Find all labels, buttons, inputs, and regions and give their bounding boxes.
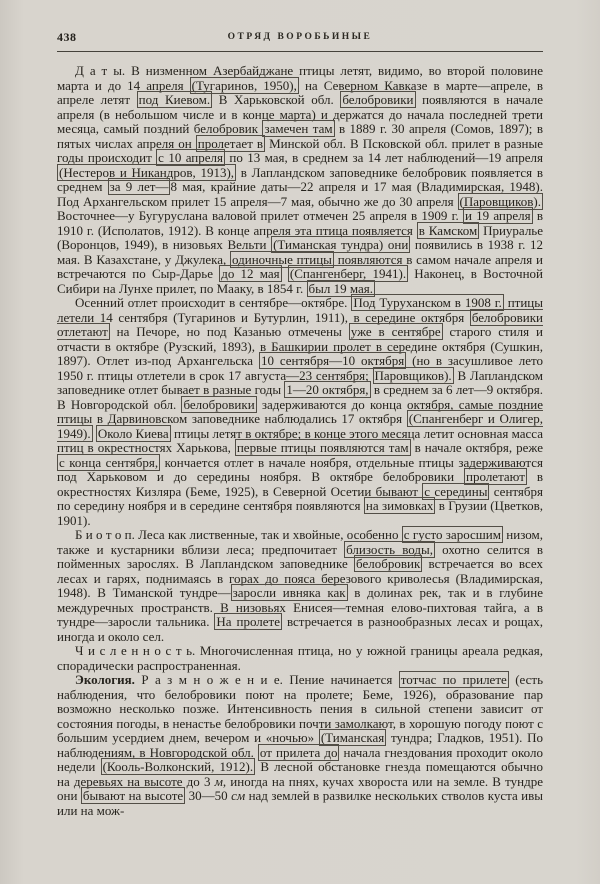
text-segment: встречается в разнообразных лесах и рощах, иногда и около сел. xyxy=(57,614,543,644)
text-segment: (но в засушливое лето 1950 г. птицы отлетели в срок 17 августа—23 сентября; xyxy=(57,353,543,383)
text-segment: Экология. xyxy=(75,672,135,687)
ocr-boxed-phrase: в Камском xyxy=(418,222,478,238)
ocr-boxed-phrase: с густо заросшим xyxy=(403,527,501,542)
ocr-boxed-phrase: (Кооль-Волконский, 1912). xyxy=(102,759,254,774)
ocr-boxed-phrase: уже в сентябре xyxy=(350,324,441,339)
ocr-boxed-phrase: 1—20 октября, xyxy=(286,382,369,397)
text-segment: сентября по середину ноября и в середине сентября появляются xyxy=(57,483,543,513)
text-segment: В Лапландском заповеднике отлет бывает в разные годы xyxy=(57,367,544,397)
paragraph-biotope xyxy=(57,528,543,644)
ocr-boxed-phrase: с конца сентября, xyxy=(59,454,159,470)
text-segment: м xyxy=(214,773,223,789)
running-title: ОТРЯД ВОРОБЬИНЫЕ xyxy=(227,32,373,42)
ocr-boxed-phrase: пролетают xyxy=(466,469,525,484)
text-segment: Восточнее—у Бугуруслана валовой прилет отмечен 25 апреля в 1909 г. xyxy=(57,208,463,223)
text-segment: , иногда на пнях, кучах хвороста или на земле. В тундре они xyxy=(57,773,543,803)
text-segment: низом, также и кустарники вблизи леса; предпочитает xyxy=(57,527,543,557)
ocr-boxed-phrase: и 19 апреля xyxy=(464,208,531,223)
text-segment: В Харьковской обл. xyxy=(212,92,341,107)
text-segment: Наконец, в Восточной Сибири на Лунхе прилет, по Мааку, в 1854 г. xyxy=(57,266,544,296)
text-segment: появляются в начале апреля (в небольшом числе и в конце марта) и держатся до начала последней трети месяца, самый поздний белобровик xyxy=(57,92,544,136)
text-segment: по 13 мая, в среднем за 14 лет наблюдений—19 апреля xyxy=(225,150,543,165)
ocr-boxed-phrase: от прилета до xyxy=(259,744,338,760)
ocr-boxed-phrase: заросли ивняка как xyxy=(232,585,346,600)
ocr-boxed-phrase: тотчас по прилете xyxy=(400,672,507,687)
paragraph-ecology-breeding xyxy=(57,673,543,818)
ocr-boxed-phrase: 10 сентября—10 октября xyxy=(260,353,405,368)
text-segment: появились в 1938 г. 12 мая. В Казахстане, у Джулека, xyxy=(57,237,543,267)
ocr-boxed-phrase: замечен там xyxy=(264,121,333,136)
text-segment: в начале октября, реже xyxy=(410,440,543,455)
text-segment: кончается отлет в начале ноября, отдельные птицы задерживаются под Харьковом и до середины ноября. В октябре белобровики xyxy=(57,454,543,484)
header-rule xyxy=(57,51,543,52)
ocr-boxed-phrase: Паровщиков). xyxy=(374,367,452,383)
page-header xyxy=(57,30,543,46)
text-segment: задерживаются до конца октября, самые поздние птицы в Дарвиновском заповеднике наблюдались 17 октября xyxy=(57,396,543,426)
paragraph-autumn-departure xyxy=(57,296,543,528)
ocr-boxed-phrase: (Тиманская тундра) они xyxy=(273,237,409,252)
text-segment: в 1889 г. 30 апреля (Сомов, 1897); в пятых числах апреля он xyxy=(57,121,543,151)
ocr-boxed-phrase: (Спангенберг, 1941). xyxy=(289,266,407,281)
paragraph-dates xyxy=(57,64,543,296)
ocr-boxed-phrase: (Тугаринов, 1950), xyxy=(191,77,297,93)
text-segment: (есть наблюдения, что белобровики поют на пролете; Беме, 1926), образование пар возможно несколько позже. Интенсивность пения в сильной степени зависит от состояния погоды, в ненастье белобровики почти замолкают, в хорошую погоду поют с большим усердием днем, вечером и «ночью» xyxy=(57,672,543,745)
text-segment: в 1910 г. (Исполатов, 1912). В конце апреля эта птица появляется xyxy=(57,208,544,238)
ocr-boxed-phrase: (Тиманская xyxy=(320,730,385,745)
text-segment: Р а з м н о ж е н и е. Пение начинается xyxy=(134,672,399,687)
text-segment: Б и о т о п. Леса как лиственные, так и хвойные, особенно xyxy=(75,527,402,542)
text-segment: 30—50 xyxy=(185,788,232,803)
ocr-boxed-phrase: пролетает в xyxy=(197,135,264,151)
text-segment: птицы летели 14 сентября (Тугаринов и Бутурлин, 1911), в середине октября xyxy=(57,295,544,325)
ocr-boxed-phrase: (Спангенберг и Олигер, 1949). xyxy=(57,411,543,441)
ocr-boxed-phrase: первые птицы появляются там xyxy=(236,440,409,455)
text-segment: в среднем за 6 лет—9 октября. В Новгородской обл. xyxy=(57,382,543,412)
text-segment: на Северном Кавказе в марте—апреле, в апреле летят xyxy=(57,77,544,107)
paragraph-abundance xyxy=(57,644,543,673)
ocr-boxed-phrase: на зимовках xyxy=(365,498,434,513)
ocr-boxed-phrase: (Паровщиков). xyxy=(459,193,541,209)
text-segment: начала гнездования проходит около недели xyxy=(57,744,543,774)
text-segment: тундра; Гладков, 1951). По наблюдениям, в Новгородской обл. xyxy=(57,730,543,760)
text-segment: в Грузии (Цветков, 1901). xyxy=(57,498,543,528)
ocr-boxed-phrase: одиночные птицы xyxy=(232,251,332,267)
text-segment: птицы летят в октябре; в конце этого месяца летит основная масса птиц в окрестностях Харькова, xyxy=(57,425,543,455)
text-segment: на Печоре, но под Казанью отмечены xyxy=(109,324,349,339)
text-segment: в Лапландском заповеднике белобровик появляется в среднем xyxy=(57,164,544,194)
ocr-boxed-phrase: белобровики отлетают xyxy=(57,309,543,339)
text-segment: встречается во всех лесах и гарях, поднимаясь в горах до пояса березового криволесья (Владимирская, 1948). В Тиманской тундре— xyxy=(57,556,543,600)
text-segment: появляются в самом начале апреля и встречаются по Сыр-Дарье xyxy=(57,251,544,281)
text-segment: Осенний отлет происходит в сентябре—октябре. xyxy=(75,295,352,310)
ocr-boxed-phrase: до 12 мая xyxy=(221,266,280,281)
ocr-boxed-phrase: под Киевом. xyxy=(138,92,211,107)
text-segment: см xyxy=(231,788,246,803)
ocr-boxed-phrase: белобровики xyxy=(183,396,255,412)
text-segment xyxy=(282,266,288,281)
ocr-boxed-phrase: белобровики xyxy=(342,92,414,107)
text-segment: 8 мая, крайние даты—22 апреля и 17 мая (Владимирская, 1948). Под Архангельском прилет 15 апреля—7 мая, обычно же до 30 апреля xyxy=(57,179,544,209)
text-segment: В лесной обстановке гнезда помещаются обычно на деревьях на высоте до 3 xyxy=(57,759,543,789)
text-segment: Приуралье (Воронцов, 1949), в низовьях Вельти xyxy=(57,222,544,252)
ocr-boxed-phrase: был 19 мая. xyxy=(308,280,374,296)
ocr-boxed-phrase: На пролете xyxy=(216,614,281,629)
ocr-boxed-phrase: Под Туруханском в 1908 г. xyxy=(353,295,502,310)
text-segment: старого стиля и отчасти в октябре (Рузский, 1893), в Башкирии пролет в середине октября (Сушкин, 1897). Отлет из-под Архангельска xyxy=(57,324,543,368)
ocr-boxed-phrase: близость воды, xyxy=(346,541,434,557)
ocr-boxed-phrase: за 9 лет— xyxy=(109,179,169,194)
text-segment: в долинах рек, так и в глубине междуречных пространств. В низовьях Енисея—темная елово-пихтовая тайга, а в тундре—заросли тальника. xyxy=(57,585,543,629)
ocr-boxed-phrase: (Нестеров и Никандров, 1913), xyxy=(59,164,235,180)
ocr-boxed-phrase: с 10 апреля xyxy=(158,150,223,165)
text-block xyxy=(57,64,543,818)
text-segment: в окрестностях Кизляра (Беме, 1925), в Северной Осетии бывают xyxy=(57,469,543,499)
text-segment: Ч и с л е н н о с т ь. Многочисленная птица, но у южной границы ареала редкая, спорадически распространенная. xyxy=(57,643,543,673)
text-segment: Минской обл. В Псковской обл. прилет в разные годы происходит xyxy=(57,135,544,165)
ocr-boxed-phrase: бывают на высоте xyxy=(82,788,184,803)
ocr-boxed-phrase: с середины xyxy=(424,483,488,499)
text-segment: охотно селится в пойменных зарослях. В Лапландском заповеднике xyxy=(57,541,543,571)
text-segment: над землей в развилке нескольких стволов куста ивы или на мож- xyxy=(57,788,543,818)
ocr-boxed-phrase: белобровик xyxy=(356,556,421,571)
page-number: 438 xyxy=(57,30,77,44)
ocr-boxed-phrase: Около Киева xyxy=(97,425,169,441)
text-segment: Д а т ы. В низменном Азербайджане птицы летят, видимо, во второй половине марта и до 14 апреля xyxy=(57,63,543,93)
